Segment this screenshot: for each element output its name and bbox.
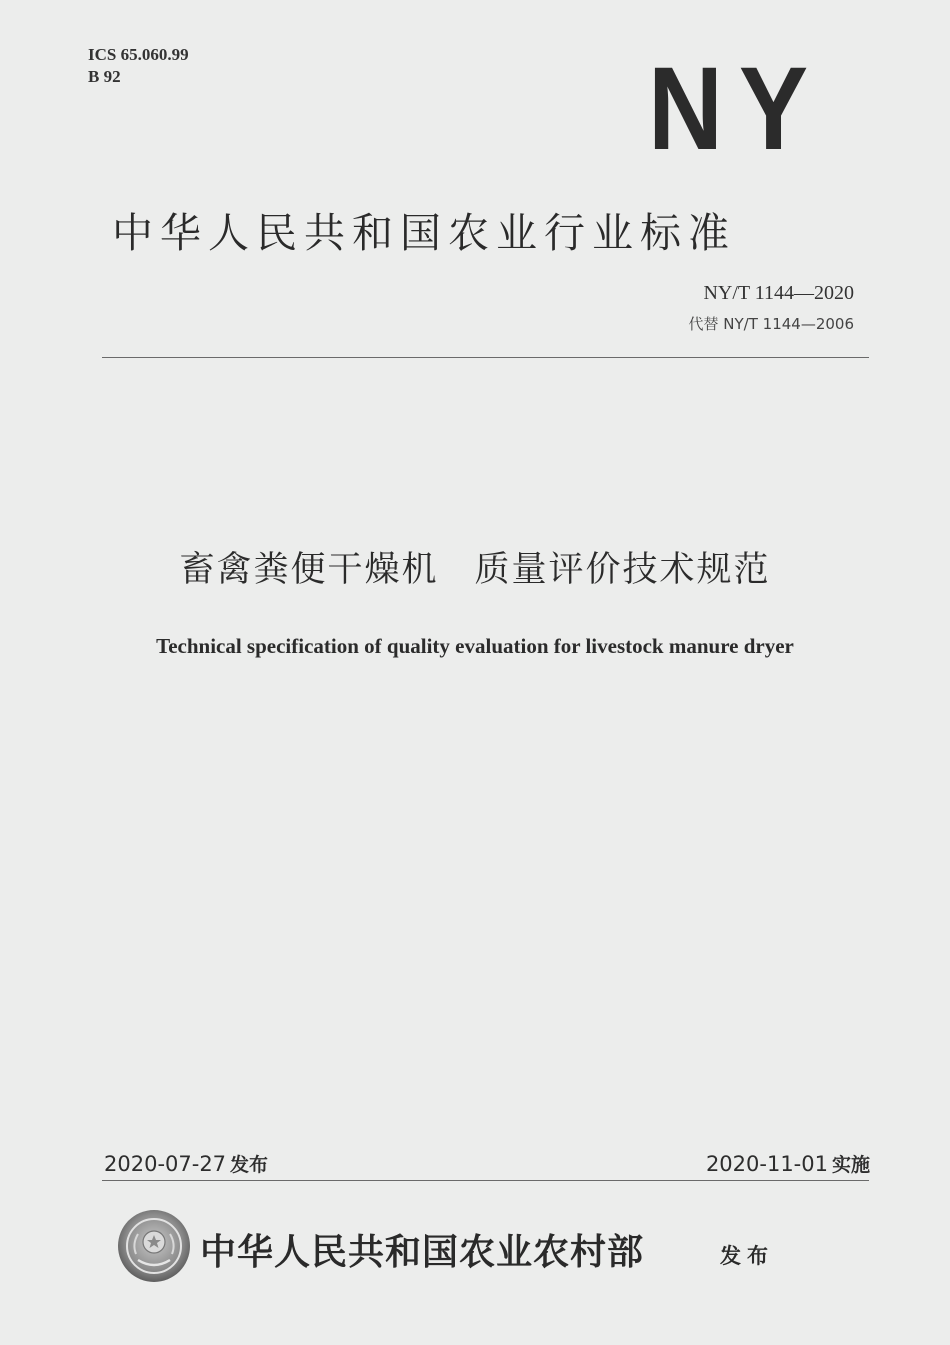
standard-number: NY/T 1144—2020 <box>703 282 854 304</box>
category-code: B 92 <box>88 67 121 86</box>
implement-label: 实施 <box>831 1154 870 1176</box>
chinese-title <box>0 542 950 592</box>
issuer-suffix: 发布 <box>720 1244 774 1268</box>
implement-date: 2020-11-01 <box>705 1152 828 1176</box>
ics-code: ICS 65.060.99 <box>88 45 189 64</box>
bottom-divider <box>102 1180 869 1181</box>
implement-date-line <box>706 1150 870 1177</box>
replaces-standard: 代替 NY/T 1144—2006 <box>688 315 854 333</box>
chinese-title-part1: 畜禽粪便干燥机 <box>179 550 439 590</box>
publish-date: 2020-07-27 <box>104 1152 227 1176</box>
issuer: 中华人民共和国农业农村部 <box>200 1232 645 1273</box>
publish-date-line <box>104 1150 268 1177</box>
ny-mark: NY <box>648 43 824 175</box>
english-title: Technical specification of quality evaluation for livestock manure dryer <box>156 634 794 658</box>
classification-codes <box>88 44 189 88</box>
publish-label: 发布 <box>230 1154 269 1176</box>
main-title: 中华人民共和国农业行业标准 <box>112 209 736 257</box>
top-divider <box>102 357 869 358</box>
ministry-emblem-icon <box>116 1208 192 1284</box>
chinese-title-part2: 质量评价技术规范 <box>474 550 771 590</box>
